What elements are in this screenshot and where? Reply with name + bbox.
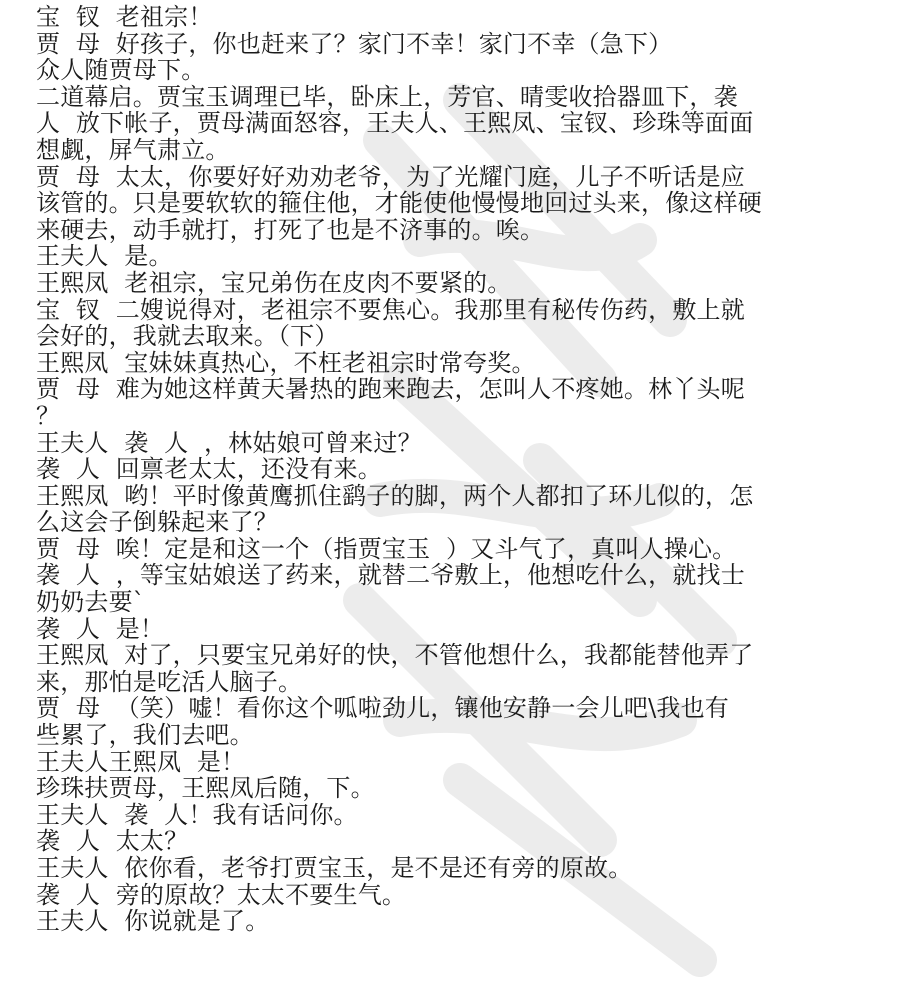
script-line: 人 放下帐子，贾母满面怒容，王夫人、王熙凤、宝钗、珍珠等面面 xyxy=(36,110,754,137)
script-line: 珍珠扶贾母，王熙凤后随，下。 xyxy=(36,775,375,802)
script-line: 奶奶去要` xyxy=(36,589,145,616)
script-line: 袭 人 太太？ xyxy=(36,828,189,855)
script-line: 王夫人 袭 人 ，林姑娘可曾来过？ xyxy=(36,429,422,457)
script-line: 贾 母 唉！定是和这一个（指贾宝玉 ）又斗气了，真叫人操心。 xyxy=(36,535,737,563)
script-line: 王熙凤 对了，只要宝兄弟好的快，不管他想什么，我都能替他弄了 xyxy=(36,642,754,669)
script-line: 来，那怕是吃活人脑子。 xyxy=(36,668,303,696)
script-line: 王熙凤 宝妹妹真热心，不枉老祖宗时常夸奖。 xyxy=(36,349,536,377)
script-line: 贾 母 好孩子，你也赶来了？家门不幸！家门不幸（急下） xyxy=(36,30,673,58)
script-line: 二道幕启。贾宝玉调理已毕，卧床上，芳官、晴雯收拾器皿下，袭 xyxy=(36,83,738,111)
script-line: 贾 母 难为她这样黄天暑热的跑来跑去，怎叫人不疼她。林丫头呢 xyxy=(36,376,745,403)
script-line: ？ xyxy=(36,402,61,430)
script-line: 想觑，屏气肃立。 xyxy=(36,136,230,164)
script-line: 袭 人 是！ xyxy=(36,615,165,643)
script-line: 王夫人王熙凤 是！ xyxy=(36,748,246,776)
script-line: 袭 人 回禀老太太，还没有来。 xyxy=(36,456,382,483)
script-line: 些累了，我们去吧。 xyxy=(36,722,254,749)
script-line: 袭 人 旁的原故？太太不要生气。 xyxy=(36,881,407,909)
script-line: 宝 钗 老祖宗！ xyxy=(36,4,213,31)
script-page xyxy=(36,4,882,935)
script-line: 会好的，我就去取来。（下） xyxy=(36,323,339,350)
script-line: 贾 母 （笑）嘘！看你这个呱啦劲儿，镶他安静一会儿吧\我也有 xyxy=(36,695,729,723)
script-line: 么这会子倒躲起来了？ xyxy=(36,509,278,536)
script-line: 众人随贾母下。 xyxy=(36,57,206,84)
script-line: 王夫人 依你看，老爷打贾宝玉，是不是还有旁的原故。 xyxy=(36,855,633,882)
script-line: 来硬去，动手就打，打死了也是不济事的。唉。 xyxy=(36,216,545,244)
script-line: 王熙凤 老祖宗，宝兄弟伤在皮肉不要紧的。 xyxy=(36,269,512,297)
script-line: 王夫人 袭 人！我有话问你。 xyxy=(36,801,358,829)
script-line: 袭 人 ，等宝姑娘送了药来，就替二爷敷上，他想吃什么，就找士 xyxy=(36,562,745,590)
script-line: 王夫人 是。 xyxy=(36,243,173,270)
script-line: 王熙凤 哟！平时像黄鹰抓住鹞子的脚，两个人都扣了环儿似的，怎 xyxy=(36,482,754,510)
script-line: 宝 钗 二嫂说得对，老祖宗不要焦心。我那里有秘传伤药，敷上就 xyxy=(36,296,745,324)
script-line: 该管的。只是要软软的箍住他，才能使他慢慢地回过头来，像这样硬 xyxy=(36,190,762,217)
script-line: 贾 母 太太，你要好好劝劝老爷，为了光耀门庭，儿子不听话是应 xyxy=(36,163,745,191)
script-line: 王夫人 你说就是了。 xyxy=(36,908,270,935)
